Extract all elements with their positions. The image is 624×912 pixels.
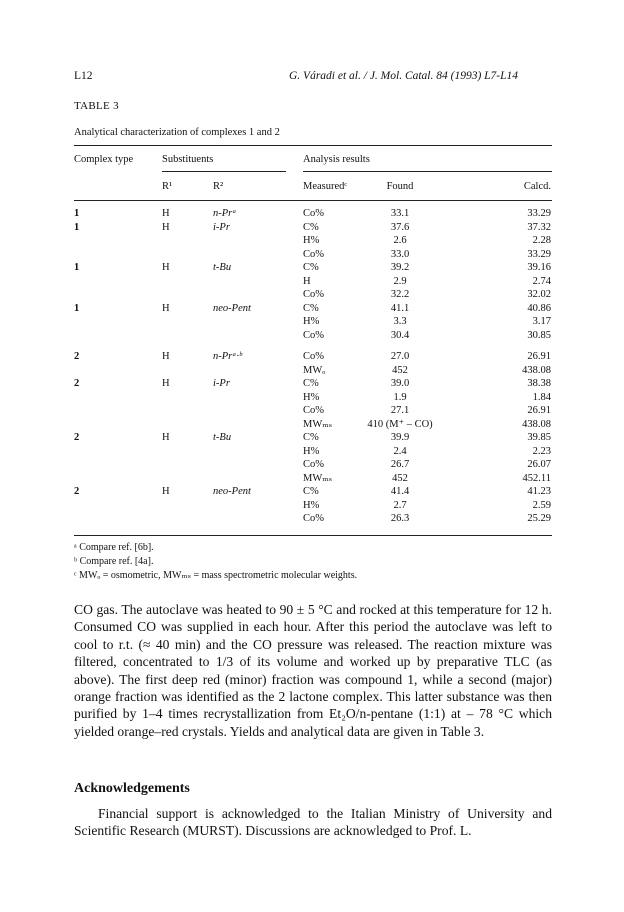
table-bottom-rule — [74, 535, 552, 536]
table-cell-calcd: 39.16 — [527, 262, 551, 273]
table-cell-found: 41.4 — [390, 486, 410, 497]
table-cell-found: 2.7 — [393, 499, 407, 511]
table-cell-r2: i-Pr — [213, 221, 230, 233]
table-cell-measured: H% — [303, 316, 320, 327]
col-found: Found — [386, 181, 414, 192]
table-cell-calcd: 2.23 — [532, 445, 551, 457]
table-cell-found: 30.4 — [390, 329, 410, 341]
col-calcd: Calcd. — [523, 181, 551, 192]
table-cell-calcd: 3.17 — [532, 316, 551, 327]
table-cell-complex-type: 1 — [74, 262, 80, 273]
table-cell-calcd: 30.85 — [527, 329, 551, 341]
table-cell-complex-type: 1 — [74, 208, 80, 219]
table-cell-r2: neo-Pent — [213, 302, 251, 314]
table-cell-r2: t-Bu — [213, 432, 232, 443]
col-substituents: Substituents — [162, 154, 214, 165]
table-cell-measured: Co% — [303, 248, 324, 260]
table-cell-found: 39.9 — [390, 432, 410, 443]
table-cell-calcd: 40.86 — [527, 302, 551, 314]
table-cell-found: 3.3 — [393, 316, 407, 327]
table-cell-measured: Co% — [303, 459, 324, 470]
table-cell-r1: H — [162, 221, 170, 233]
table-caption: Analytical characterization of complexes 1 and 2 — [74, 127, 280, 138]
table-top-rule — [74, 145, 552, 146]
table-cell-measured: Co% — [303, 351, 324, 362]
table-cell-calcd: 37.32 — [527, 221, 551, 233]
col-r1: R¹ — [162, 181, 173, 192]
table-cell-measured: Co% — [303, 513, 324, 524]
table-cell-r2: t-Bu — [213, 262, 232, 273]
table-label: TABLE 3 — [74, 100, 119, 112]
table-cell-complex-type: 1 — [74, 302, 80, 314]
table-cell-found: 2.4 — [393, 445, 407, 457]
footnote-b: ᵇ Compare ref. [4a]. — [74, 556, 154, 567]
table-cell-calcd: 2.28 — [532, 235, 551, 246]
table-cell-found: 26.3 — [390, 513, 410, 524]
table-cell-found: 2.6 — [393, 235, 407, 246]
page-number: L12 — [74, 70, 93, 82]
table-cell-calcd: 26.91 — [527, 351, 551, 362]
table-cell-found: 452 — [392, 364, 408, 376]
table-cell-r1: H — [162, 208, 170, 219]
analysis-rule — [303, 171, 552, 172]
table-cell-measured: C% — [303, 302, 319, 314]
table-cell-r2: n-Prᵃ — [213, 208, 237, 219]
table-cell-measured: H% — [303, 445, 320, 457]
table-cell-found: 37.6 — [390, 221, 410, 233]
table-cell-r1: H — [162, 432, 170, 443]
table-cell-measured: MWₘₛ — [303, 472, 333, 484]
table-cell-calcd: 41.23 — [527, 486, 551, 497]
table-cell-found: 2.9 — [393, 275, 407, 287]
table-cell-calcd: 438.08 — [522, 418, 551, 430]
table-cell-r1: H — [162, 486, 170, 497]
body-paragraph: CO gas. The autoclave was heated to 90 ± 5 °C and rocked at this temperature for 12 h. Consumed CO was supplied in each hour. After this period the autoclave was left to cool to r.t. (≈ 40 min) and the CO pressure was released. The reaction mixture was filtered, concentrated to 1/3 of its volume and worked up by preparative TLC (as above). The first deep red (minor) fraction was compound 1, while a second (major) orange fraction was identified as the 2 lactone complex. This latter substance was then purified by 1–4 times recrystallization from Et₂O/n-pentane (1:1) at – 78 °C which yielded orange–red crystals. Yields and analytical data are given in Table 3. — [74, 602, 552, 739]
table-cell-complex-type: 2 — [74, 351, 80, 362]
table-cell-measured: H% — [303, 499, 320, 511]
table-cell-calcd: 39.85 — [527, 432, 551, 443]
table-cell-found: 33.1 — [390, 208, 410, 219]
table-cell-calcd: 33.29 — [527, 208, 551, 219]
table-cell-calcd: 26.91 — [527, 405, 551, 416]
table-cell-r1: H — [162, 262, 170, 273]
table-cell-measured: Co% — [303, 329, 324, 341]
table-cell-measured: H — [303, 275, 311, 287]
table-cell-r2: neo-Pent — [213, 486, 251, 497]
table-cell-calcd: 26.07 — [527, 459, 551, 470]
table-cell-found: 39.2 — [390, 262, 410, 273]
table-cell-r2: n-Prᵃ·ᵇ — [213, 351, 242, 362]
table-cell-found: 41.1 — [390, 302, 410, 314]
table-cell-found: 452 — [392, 472, 408, 484]
acknowledgements-text: Financial support is acknowledged to the Italian Ministry of University and Scientific Research (MURST). Discussions are acknowledged to Prof. L. — [74, 806, 552, 839]
table-cell-calcd: 25.29 — [527, 513, 551, 524]
table-cell-found: 27.1 — [390, 405, 410, 416]
table-cell-complex-type: 2 — [74, 432, 80, 443]
table-cell-measured: C% — [303, 486, 319, 497]
table-header-rule — [74, 200, 552, 201]
table-cell-r1: H — [162, 378, 170, 389]
footnote-c: ᶜ MWₒ = osmometric, MWₘₛ = mass spectrometric molecular weights. — [74, 570, 358, 581]
substituents-rule — [162, 171, 286, 172]
table-cell-measured: C% — [303, 221, 319, 233]
table-cell-calcd: 2.74 — [532, 275, 551, 287]
table-cell-calcd: 38.38 — [527, 378, 551, 389]
table-cell-found: 26.7 — [390, 459, 410, 470]
table-cell-calcd: 2.59 — [532, 499, 551, 511]
table-cell-measured: Co% — [303, 208, 324, 219]
col-measured: Measuredᶜ — [303, 181, 348, 192]
table-cell-measured: MWₘₛ — [303, 418, 333, 430]
table-cell-measured: C% — [303, 378, 319, 389]
table-cell-calcd: 32.02 — [527, 289, 551, 300]
table-cell-measured: H% — [303, 235, 320, 246]
table-cell-measured: C% — [303, 432, 319, 443]
table-cell-r1: H — [162, 302, 170, 314]
table-cell-r1: H — [162, 351, 170, 362]
footnote-a: ᵃ Compare ref. [6b]. — [74, 542, 154, 553]
table-cell-found: 32.2 — [390, 289, 410, 300]
table-cell-calcd: 438.08 — [522, 364, 551, 376]
table-cell-calcd: 452.11 — [522, 472, 551, 484]
table-cell-complex-type: 2 — [74, 378, 80, 389]
table-cell-found: 1.9 — [393, 391, 407, 403]
table-cell-measured: Co% — [303, 405, 324, 416]
running-citation: G. Váradi et al. / J. Mol. Catal. 84 (1993) L7-L14 — [289, 70, 519, 82]
table-cell-calcd: 1.84 — [532, 391, 551, 403]
table-cell-complex-type: 1 — [74, 221, 80, 233]
table-cell-measured: H% — [303, 391, 320, 403]
table-cell-complex-type: 2 — [74, 486, 80, 497]
table-cell-found: 33.0 — [390, 248, 410, 260]
table-cell-found: 410 (M⁺ – CO) — [367, 418, 433, 430]
table-cell-calcd: 33.29 — [527, 248, 551, 260]
table-cell-measured: C% — [303, 262, 319, 273]
table-cell-measured: MWₒ — [303, 364, 326, 376]
col-complex-type: Complex type — [74, 154, 134, 165]
col-analysis: Analysis results — [303, 154, 370, 165]
table-cell-r2: i-Pr — [213, 378, 230, 389]
acknowledgements-heading: Acknowledgements — [74, 781, 190, 796]
table-cell-measured: Co% — [303, 289, 324, 300]
table-cell-found: 39.0 — [390, 378, 410, 389]
col-r2: R² — [213, 181, 224, 192]
table-cell-found: 27.0 — [390, 351, 410, 362]
